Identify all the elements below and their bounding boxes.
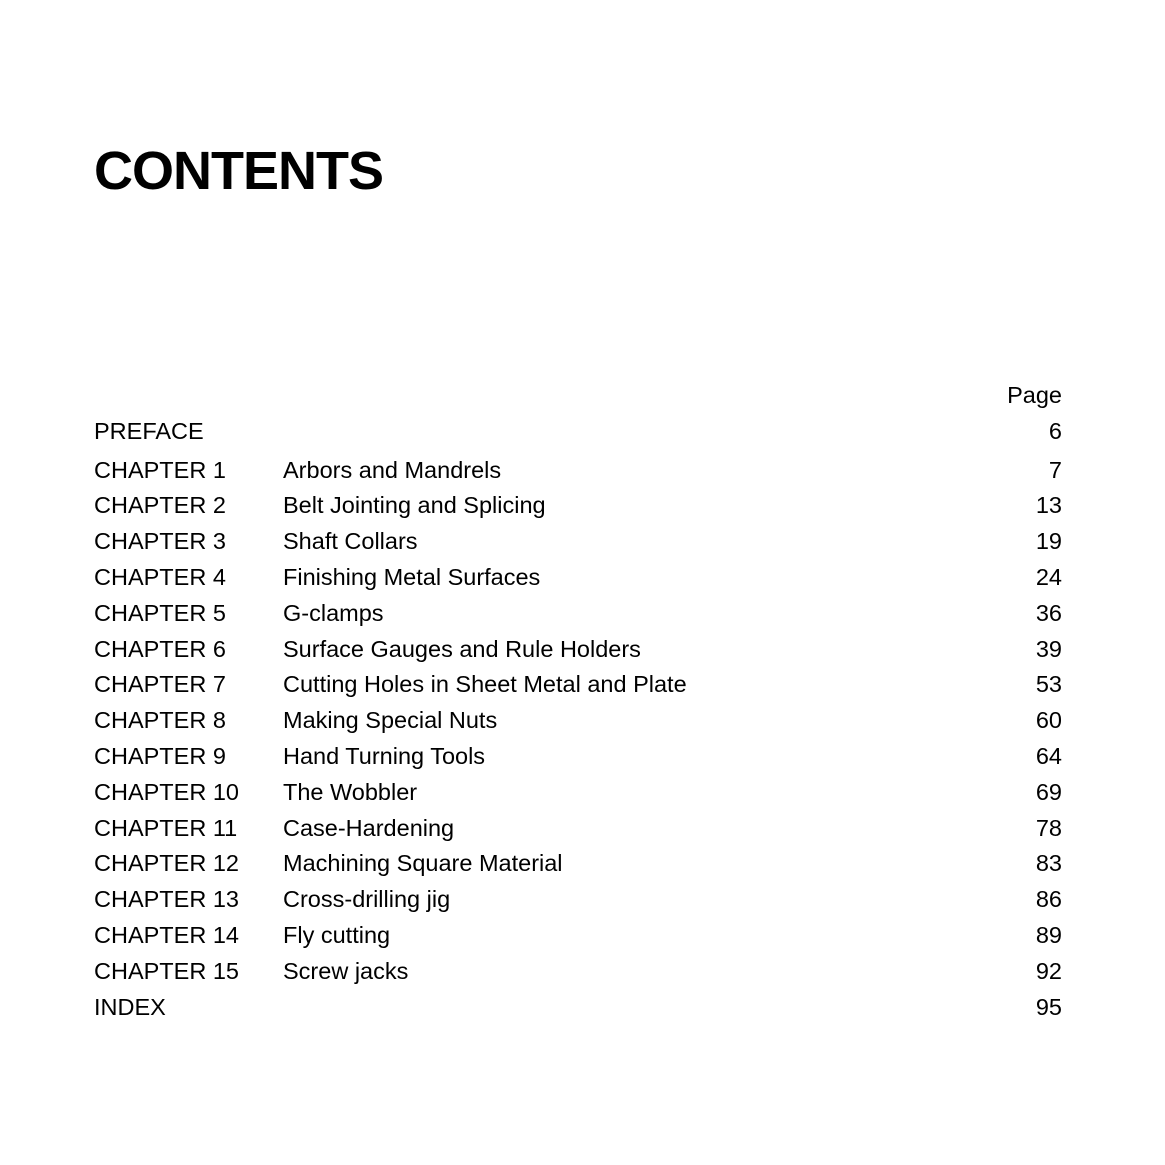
toc-page-number: 36 [1035, 599, 1062, 626]
toc-row [94, 488, 1062, 524]
toc-label: CHAPTER 5 [94, 599, 226, 626]
toc-row [94, 882, 1062, 918]
toc-page-number: 60 [1035, 707, 1062, 734]
toc-label: CHAPTER 1 [94, 456, 226, 483]
toc-label: CHAPTER 4 [94, 563, 226, 590]
toc-page-number: 78 [1035, 814, 1062, 841]
toc-title: Cutting Holes in Sheet Metal and Plate [283, 671, 687, 698]
toc-row [94, 632, 1062, 668]
toc-title: Arbors and Mandrels [283, 456, 502, 483]
toc-page-number: 83 [1035, 850, 1062, 877]
toc-title: Shaft Collars [283, 528, 418, 555]
toc-row [94, 560, 1062, 596]
toc-page-number: 64 [1035, 742, 1062, 769]
toc-title: Belt Jointing and Splicing [283, 492, 546, 519]
toc-page-number: 69 [1035, 778, 1062, 805]
toc-row [94, 775, 1062, 811]
toc-row [94, 811, 1062, 847]
toc-title: G-clamps [283, 599, 384, 626]
toc-page-number: 92 [1035, 957, 1062, 984]
toc-page-number: 19 [1035, 528, 1062, 555]
toc-label: CHAPTER 6 [94, 635, 226, 662]
toc-title: Screw jacks [283, 957, 409, 984]
toc-label: CHAPTER 15 [94, 957, 239, 984]
toc-label: CHAPTER 10 [94, 778, 239, 805]
toc-row [94, 846, 1062, 882]
toc-row [94, 596, 1062, 632]
toc-title: Cross-drilling jig [283, 886, 451, 913]
toc-page-number: 95 [1035, 993, 1062, 1020]
toc-row [94, 739, 1062, 775]
toc-label: CHAPTER 11 [94, 814, 238, 841]
toc-row [94, 453, 1062, 489]
toc-title: The Wobbler [283, 778, 418, 805]
toc-page-number: 7 [1048, 456, 1062, 483]
toc-row [94, 524, 1062, 560]
toc-title: Fly cutting [283, 921, 391, 948]
toc-label: PREFACE [94, 417, 204, 444]
toc-page-number: 13 [1035, 492, 1062, 519]
toc-title: Making Special Nuts [283, 707, 498, 734]
toc-page-number: 24 [1035, 563, 1062, 590]
toc-label: CHAPTER 13 [94, 886, 239, 913]
page-column-header: Page [1007, 382, 1062, 408]
page-title: CONTENTS [94, 141, 383, 201]
toc-page-number: 89 [1035, 921, 1062, 948]
toc-row-preface [94, 414, 1062, 450]
toc-title: Case-Hardening [283, 814, 455, 841]
toc-row [94, 703, 1062, 739]
toc-row-index [94, 990, 1062, 1026]
toc-label: CHAPTER 7 [94, 671, 226, 698]
toc-label: CHAPTER 12 [94, 850, 239, 877]
toc-label: CHAPTER 8 [94, 707, 226, 734]
toc-title: Hand Turning Tools [283, 742, 486, 769]
toc-row [94, 954, 1062, 990]
toc-page-number: 6 [1048, 417, 1062, 444]
toc-page-number: 39 [1035, 635, 1062, 662]
toc-label: CHAPTER 14 [94, 921, 239, 948]
toc-row [94, 667, 1062, 703]
toc-page-number: 86 [1035, 886, 1062, 913]
toc-row [94, 918, 1062, 954]
toc-page-number: 53 [1035, 671, 1062, 698]
toc-title: Machining Square Material [283, 850, 563, 877]
toc-label: CHAPTER 9 [94, 742, 226, 769]
toc-title: Finishing Metal Surfaces [283, 563, 541, 590]
toc-label: CHAPTER 2 [94, 492, 226, 519]
table-of-contents [94, 378, 1062, 1025]
toc-title: Surface Gauges and Rule Holders [283, 635, 641, 662]
toc-label: INDEX [94, 993, 166, 1020]
toc-label: CHAPTER 3 [94, 528, 226, 555]
